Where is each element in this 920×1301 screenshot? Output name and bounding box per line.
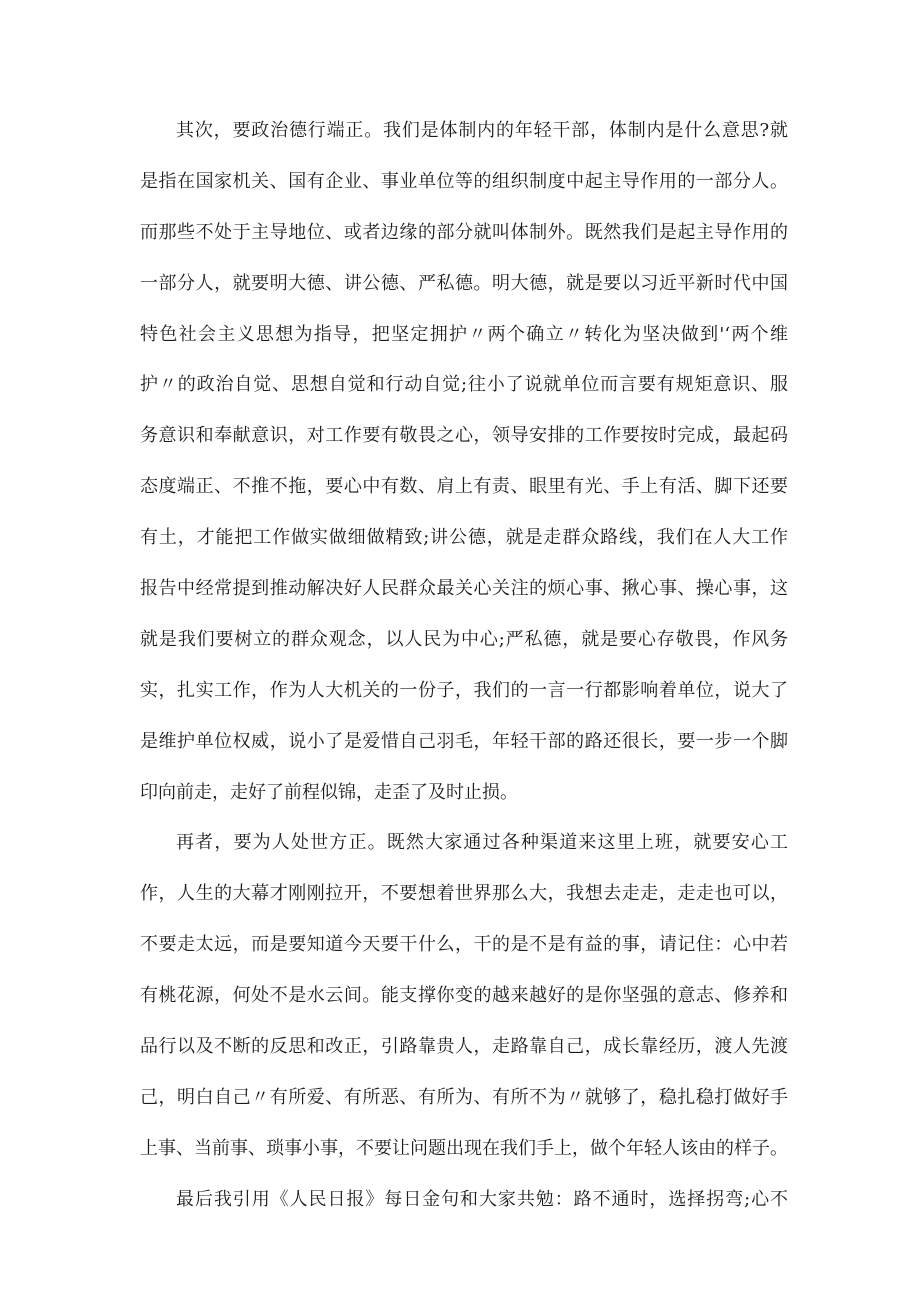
text-line: 其次，要政治德行端正。我们是体制内的年轻干部，体制内是什么意思?就 xyxy=(176,120,788,141)
text-line: 上事、当前事、琐事小事，不要让问题出现在我们手上，做个年轻人该由的样子。 xyxy=(140,1137,788,1159)
text-line: 护〃的政治自觉、思想自觉和行动自觉;往小了说就单位而言要有规矩意识、服 xyxy=(140,374,788,396)
text-line: 一部分人，就要明大德、讲公德、严私德。明大德，就是要以习近平新时代中国 xyxy=(140,272,788,294)
text-line: 报告中经常提到推动解决好人民群众最关心关注的烦心事、揪心事、操心事，这 xyxy=(140,578,788,600)
text-line: 有土，才能把工作做实做细做精致;讲公德，就是走群众路线，我们在人大工作 xyxy=(140,527,788,549)
text-line: 再者，要为人处世方正。既然大家通过各种渠道来这里上班，就要安心工 xyxy=(176,832,788,854)
text-line: 就是我们要树立的群众观念，以人民为中心;严私德，就是要心存敬畏，作风务 xyxy=(140,628,788,650)
text-line: 务意识和奉献意识，对工作要有敬畏之心，领导安排的工作要按时完成，最起码 xyxy=(140,425,788,447)
text-line: 态度端正、不推不拖，要心中有数、肩上有责、眼里有光、手上有活、脚下还要 xyxy=(140,476,788,498)
text-line: 不要走太远，而是要知道今天要干什么，干的是不是有益的事，请记住：心中若 xyxy=(140,934,788,956)
text-line: 作，人生的大幕才刚刚拉开，不要想着世界那么大，我想去走走，走走也可以， xyxy=(140,883,788,905)
text-line: 最后我引用《人民日报》每日金句和大家共勉：路不通时，选择拐弯;心不 xyxy=(176,1188,788,1210)
text-line: 印向前走，走好了前程似锦，走歪了及时止损。 xyxy=(140,781,518,803)
text-line: 是维护单位权威，说小了是爱惜自己羽毛，年轻干部的路还很长，要一步一个脚 xyxy=(140,730,788,752)
text-line: 而那些不处于主导地位、或者边缘的部分就叫体制外。既然我们是起主导作用的 xyxy=(140,221,788,243)
text-line: 有桃花源，何处不是水云间。能支撑你变的越来越好的是你坚强的意志、修养和 xyxy=(140,985,788,1007)
body-text xyxy=(140,106,788,1226)
text-line: 特色社会主义思想为指导，把坚定拥护〃两个确立〃转化为坚决做到'‘两个维 xyxy=(140,323,788,345)
text-line: 品行以及不断的反思和改正，引路靠贵人，走路靠自己，成长靠经历，渡人先渡 xyxy=(140,1036,788,1058)
text-line: 是指在国家机关、国有企业、事业单位等的组织制度中起主导作用的一部分人。 xyxy=(140,170,788,192)
text-line: 己，明白自己〃有所爱、有所恶、有所为、有所不为〃就够了，稳扎稳打做好手 xyxy=(140,1086,788,1108)
text-line: 实，扎实工作，作为人大机关的一份子，我们的一言一行都影响着单位，说大了 xyxy=(140,679,788,701)
